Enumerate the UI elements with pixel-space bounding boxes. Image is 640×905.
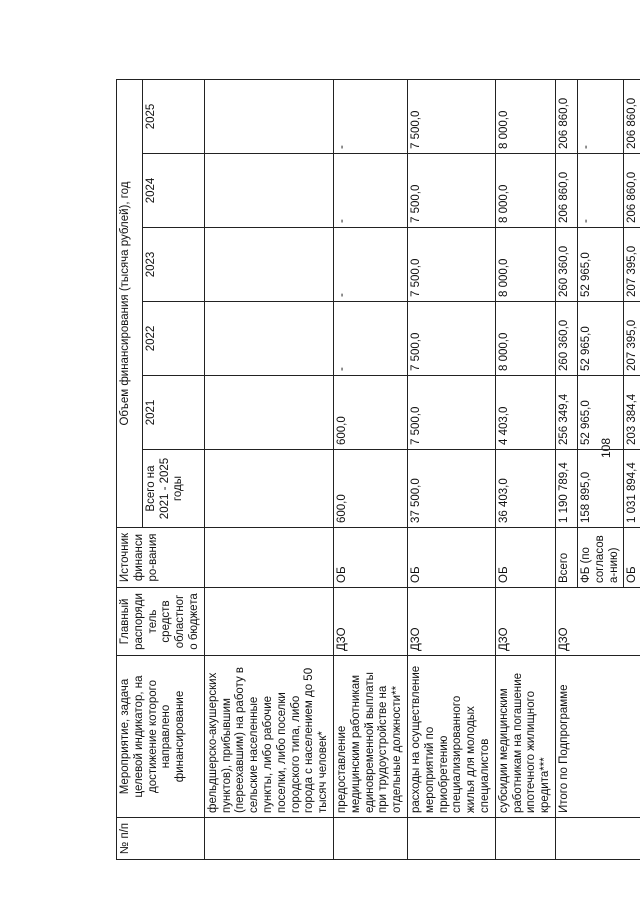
- cell-measure: расходы на осуществление мероприятий по приобретению специализированного жилья для молодых специалистов: [407, 656, 495, 818]
- summary-label: Итого по Подпрограмме: [555, 656, 640, 818]
- cell-source: ОБ: [407, 528, 495, 588]
- cell-2022: 7 500,0: [407, 302, 495, 376]
- summary-total: 158 895,0: [577, 450, 623, 528]
- header-measure: Мероприятие, задача целевой индикатор, на достижение которого направлено финансирование: [117, 656, 205, 818]
- header-source: Источник финансиро-вания: [117, 528, 205, 588]
- summary-2024: 206 860,0: [555, 154, 577, 228]
- header-funding-group: Объем финансирования (тысяча рублей), год: [117, 79, 143, 527]
- header-admin: Главный распорядитель средств областного бюджета: [117, 588, 205, 656]
- summary-2023: 52 965,0: [577, 228, 623, 302]
- summary-2021: 52 965,0: [577, 376, 623, 450]
- summary-2021: 203 384,4: [624, 376, 640, 450]
- cell-2022: 8 000,0: [495, 302, 555, 376]
- summary-2025: 206 860,0: [624, 79, 640, 153]
- cell-num: [555, 818, 640, 860]
- summary-total: 1 031 894,4: [624, 450, 640, 528]
- cell-admin: ДЗО: [333, 588, 407, 656]
- header-total: Всего на 2021 - 2025 годы: [142, 450, 204, 528]
- cell-2023: 8 000,0: [495, 228, 555, 302]
- cell-total: [204, 450, 333, 528]
- cell-2021: 600,0: [333, 376, 407, 450]
- header-num: № п/п: [117, 818, 205, 860]
- cell-2025: 7 500,0: [407, 79, 495, 153]
- summary-2022: 52 965,0: [577, 302, 623, 376]
- summary-2021: 256 349,4: [555, 376, 577, 450]
- cell-admin: ДЗО: [495, 588, 555, 656]
- cell-2022: -: [333, 302, 407, 376]
- funding-table: [116, 79, 640, 860]
- table-row: [333, 79, 407, 859]
- cell-2023: [204, 228, 333, 302]
- cell-num: [407, 818, 495, 860]
- summary-2022: 207 395,0: [624, 302, 640, 376]
- summary-source: ОБ: [624, 528, 640, 588]
- cell-source: ОБ: [333, 528, 407, 588]
- cell-2023: -: [333, 228, 407, 302]
- header-year: 2023: [142, 228, 204, 302]
- cell-2021: 7 500,0: [407, 376, 495, 450]
- summary-2025: -: [577, 79, 623, 153]
- header-year: 2021: [142, 376, 204, 450]
- summary-2023: 260 360,0: [555, 228, 577, 302]
- cell-measure: предоставление медицинским работникам единовременной выплаты при трудоустройстве на отдельные должности**: [333, 656, 407, 818]
- summary-admin: ДЗО: [555, 588, 640, 656]
- cell-total: 36 403,0: [495, 450, 555, 528]
- cell-source: [204, 528, 333, 588]
- cell-measure: субсидии медицинским работникам на погашение ипотечного жилищного кредита***: [495, 656, 555, 818]
- header-year: 2024: [142, 154, 204, 228]
- header-year: 2022: [142, 302, 204, 376]
- cell-2024: [204, 154, 333, 228]
- summary-2024: 206 860,0: [624, 154, 640, 228]
- summary-2023: 207 395,0: [624, 228, 640, 302]
- summary-2024: -: [577, 154, 623, 228]
- cell-source: ОБ: [495, 528, 555, 588]
- summary-source: Всего: [555, 528, 577, 588]
- cell-2022: [204, 302, 333, 376]
- cell-2023: 7 500,0: [407, 228, 495, 302]
- table-row: [204, 79, 333, 859]
- cell-2024: 7 500,0: [407, 154, 495, 228]
- cell-admin: ДЗО: [407, 588, 495, 656]
- summary-row: [555, 79, 577, 859]
- cell-2025: [204, 79, 333, 153]
- header-year: 2025: [142, 79, 204, 153]
- page-number: 108: [599, 437, 613, 459]
- summary-2025: 206 860,0: [555, 79, 577, 153]
- summary-2022: 260 360,0: [555, 302, 577, 376]
- cell-2024: 8 000,0: [495, 154, 555, 228]
- summary-source: ФБ (по согласова-нию): [577, 528, 623, 588]
- cell-num: [204, 818, 333, 860]
- cell-total: 37 500,0: [407, 450, 495, 528]
- cell-num: [333, 818, 407, 860]
- cell-admin: [204, 588, 333, 656]
- cell-num: [495, 818, 555, 860]
- cell-2021: 4 403,0: [495, 376, 555, 450]
- cell-2021: [204, 376, 333, 450]
- table-row: [495, 79, 555, 859]
- cell-2024: -: [333, 154, 407, 228]
- cell-2025: -: [333, 79, 407, 153]
- cell-2025: 8 000,0: [495, 79, 555, 153]
- cell-measure: фельдшерско-акушерских пунктов), прибывшим (переехавшим) на работу в сельские населенные пункты, либо рабочие поселки, либо поселки городского типа, либо города с населением до 50 тысяч человек*: [204, 656, 333, 818]
- table-row: [407, 79, 495, 859]
- summary-total: 1 190 789,4: [555, 450, 577, 528]
- cell-total: 600,0: [333, 450, 407, 528]
